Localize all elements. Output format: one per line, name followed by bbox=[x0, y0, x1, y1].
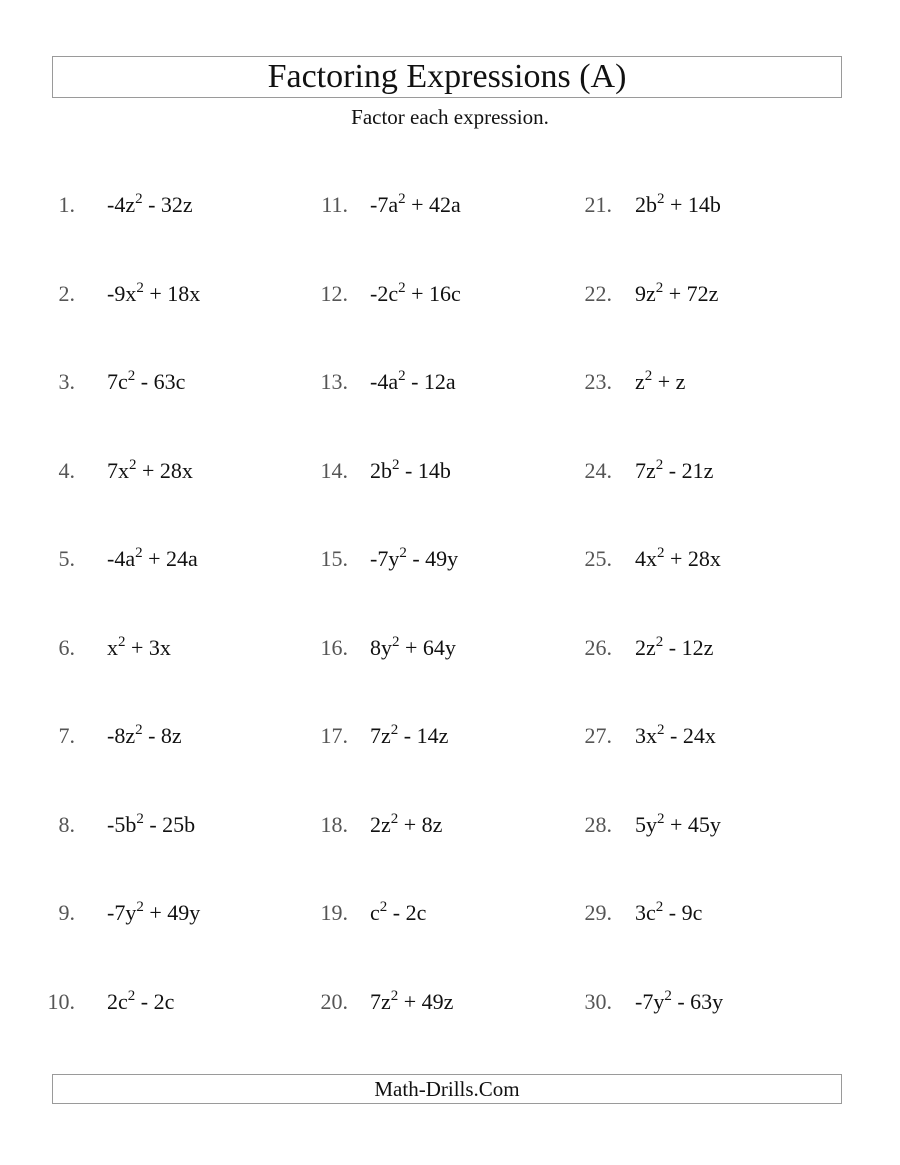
problem-expression bbox=[635, 721, 716, 751]
expression-rest: - 21z bbox=[663, 458, 714, 483]
expression-rest: + z bbox=[652, 369, 686, 394]
expression-term: -9x bbox=[107, 281, 137, 306]
expression-rest: + 49y bbox=[143, 900, 201, 925]
expression-term: -2c bbox=[370, 281, 399, 306]
exponent: 2 bbox=[657, 545, 665, 561]
expression-term: 3x bbox=[635, 723, 657, 748]
expression-term: 4x bbox=[635, 546, 657, 571]
exponent: 2 bbox=[136, 811, 144, 827]
problem-item bbox=[0, 456, 900, 486]
exponent: 2 bbox=[655, 634, 664, 650]
expression-term: -7a bbox=[370, 192, 399, 217]
expression-term: -4a bbox=[370, 369, 399, 394]
problem-number: 1. bbox=[58, 192, 75, 217]
expression-term: 2z bbox=[370, 812, 391, 837]
exponent: 2 bbox=[390, 988, 399, 1004]
problem-number: 12. bbox=[320, 281, 348, 306]
exponent: 2 bbox=[135, 191, 143, 207]
expression-term: 2b bbox=[635, 192, 657, 217]
problem-number: 9. bbox=[58, 900, 75, 925]
title-box bbox=[52, 56, 842, 98]
problem-number: 4. bbox=[58, 458, 75, 483]
problem-expression bbox=[635, 367, 685, 397]
expression-term: -5b bbox=[107, 812, 137, 837]
expression-rest: - 63c bbox=[135, 369, 186, 394]
expression-term: 5y bbox=[635, 812, 657, 837]
expression-term: x bbox=[107, 635, 118, 660]
expression-term: 2c bbox=[107, 989, 128, 1014]
expression-rest: + 72z bbox=[663, 281, 719, 306]
problem-expression bbox=[635, 456, 713, 486]
exponent: 2 bbox=[398, 368, 406, 384]
exponent: 2 bbox=[129, 457, 137, 473]
expression-rest: + 14b bbox=[664, 192, 721, 217]
problem-number: 21. bbox=[584, 192, 612, 217]
expression-rest: - 14b bbox=[399, 458, 451, 483]
problem-number: 6. bbox=[58, 635, 75, 660]
expression-rest: - 8z bbox=[142, 723, 182, 748]
exponent: 2 bbox=[127, 988, 136, 1004]
expression-term: 7z bbox=[635, 458, 656, 483]
exponent: 2 bbox=[655, 457, 664, 473]
expression-rest: + 8z bbox=[398, 812, 443, 837]
expression-term: c bbox=[370, 900, 380, 925]
problem-number: 22. bbox=[584, 281, 612, 306]
problem-item bbox=[0, 987, 900, 1017]
expression-term: 9z bbox=[635, 281, 656, 306]
problem-item bbox=[0, 544, 900, 574]
exponent: 2 bbox=[390, 722, 399, 738]
problem-expression bbox=[635, 810, 721, 840]
expression-rest: - 9c bbox=[663, 900, 703, 925]
expression-rest: + 49z bbox=[398, 989, 454, 1014]
expression-term: 7x bbox=[107, 458, 129, 483]
expression-term: 7c bbox=[107, 369, 128, 394]
exponent: 2 bbox=[644, 368, 653, 384]
expression-term: 7z bbox=[370, 989, 391, 1014]
expression-term: 3c bbox=[635, 900, 656, 925]
exponent: 2 bbox=[390, 811, 399, 827]
exponent: 2 bbox=[379, 899, 388, 915]
problem-number: 29. bbox=[584, 900, 612, 925]
problem-item bbox=[0, 721, 900, 751]
page-title: Factoring Expressions (A) bbox=[267, 58, 627, 95]
expression-rest: + 18x bbox=[143, 281, 201, 306]
expression-rest: - 63y bbox=[671, 989, 724, 1014]
problem-item bbox=[0, 633, 900, 663]
exponent: 2 bbox=[136, 899, 144, 915]
exponent: 2 bbox=[398, 280, 406, 296]
exponent: 2 bbox=[392, 457, 400, 473]
problem-number: 13. bbox=[320, 369, 348, 394]
problem-number: 10. bbox=[47, 989, 75, 1014]
problem-item bbox=[0, 279, 900, 309]
problem-expression bbox=[635, 898, 702, 928]
footer-site: Math-Drills.Com bbox=[374, 1077, 520, 1101]
expression-rest: + 3x bbox=[125, 635, 171, 660]
expression-term: -8z bbox=[107, 723, 136, 748]
exponent: 2 bbox=[399, 545, 407, 561]
expression-term: 8y bbox=[370, 635, 392, 660]
expression-term: 2b bbox=[370, 458, 392, 483]
exponent: 2 bbox=[657, 722, 665, 738]
problem-number: 18. bbox=[320, 812, 348, 837]
expression-rest: - 14z bbox=[398, 723, 449, 748]
expression-rest: - 2c bbox=[387, 900, 427, 925]
exponent: 2 bbox=[664, 988, 672, 1004]
instructions: Factor each expression. bbox=[351, 105, 549, 129]
exponent: 2 bbox=[127, 368, 136, 384]
problem-expression bbox=[635, 279, 718, 309]
expression-rest: - 2c bbox=[135, 989, 175, 1014]
problem-number: 24. bbox=[584, 458, 612, 483]
problem-number: 30. bbox=[584, 989, 612, 1014]
problem-number: 3. bbox=[58, 369, 75, 394]
problem-number: 5. bbox=[58, 546, 75, 571]
problem-number: 25. bbox=[584, 546, 612, 571]
problem-number: 27. bbox=[584, 723, 612, 748]
exponent: 2 bbox=[118, 634, 126, 650]
exponent: 2 bbox=[655, 899, 664, 915]
problem-number: 15. bbox=[320, 546, 348, 571]
problem-number: 8. bbox=[58, 812, 75, 837]
problem-expression bbox=[635, 190, 721, 220]
problem-number: 11. bbox=[321, 192, 348, 217]
expression-rest: - 12z bbox=[663, 635, 714, 660]
problem-number: 23. bbox=[584, 369, 612, 394]
problem-item bbox=[0, 898, 900, 928]
problem-item bbox=[0, 367, 900, 397]
exponent: 2 bbox=[135, 722, 143, 738]
exponent: 2 bbox=[135, 545, 143, 561]
problem-number: 20. bbox=[320, 989, 348, 1014]
expression-rest: - 24x bbox=[664, 723, 716, 748]
expression-term: -7y bbox=[635, 989, 665, 1014]
expression-term: 2z bbox=[635, 635, 656, 660]
problem-item bbox=[0, 810, 900, 840]
problem-item bbox=[0, 190, 900, 220]
problem-number: 28. bbox=[584, 812, 612, 837]
problem-number: 19. bbox=[320, 900, 348, 925]
problem-number: 17. bbox=[320, 723, 348, 748]
problem-number: 14. bbox=[320, 458, 348, 483]
expression-rest: + 16c bbox=[405, 281, 461, 306]
exponent: 2 bbox=[392, 634, 400, 650]
expression-term: -4a bbox=[107, 546, 136, 571]
expression-rest: - 12a bbox=[405, 369, 456, 394]
expression-term: z bbox=[635, 369, 645, 394]
expression-rest: + 28x bbox=[664, 546, 721, 571]
expression-term: -7y bbox=[370, 546, 400, 571]
problem-number: 16. bbox=[320, 635, 348, 660]
problem-expression bbox=[635, 987, 723, 1017]
expression-term: -4z bbox=[107, 192, 136, 217]
expression-term: 7z bbox=[370, 723, 391, 748]
problem-number: 7. bbox=[58, 723, 75, 748]
problem-expression bbox=[635, 633, 713, 663]
exponent: 2 bbox=[657, 191, 665, 207]
expression-rest: + 28x bbox=[136, 458, 193, 483]
exponent: 2 bbox=[655, 280, 664, 296]
problem-expression bbox=[635, 544, 721, 574]
expression-rest: + 42a bbox=[405, 192, 461, 217]
problem-number: 26. bbox=[584, 635, 612, 660]
expression-rest: + 45y bbox=[664, 812, 721, 837]
expression-term: -7y bbox=[107, 900, 137, 925]
exponent: 2 bbox=[398, 191, 406, 207]
exponent: 2 bbox=[657, 811, 665, 827]
problem-number: 2. bbox=[58, 281, 75, 306]
expression-rest: + 64y bbox=[399, 635, 456, 660]
expression-rest: - 49y bbox=[406, 546, 459, 571]
expression-rest: + 24a bbox=[142, 546, 198, 571]
expression-rest: - 32z bbox=[142, 192, 193, 217]
exponent: 2 bbox=[136, 280, 144, 296]
expression-rest: - 25b bbox=[143, 812, 196, 837]
footer-box bbox=[52, 1074, 842, 1104]
